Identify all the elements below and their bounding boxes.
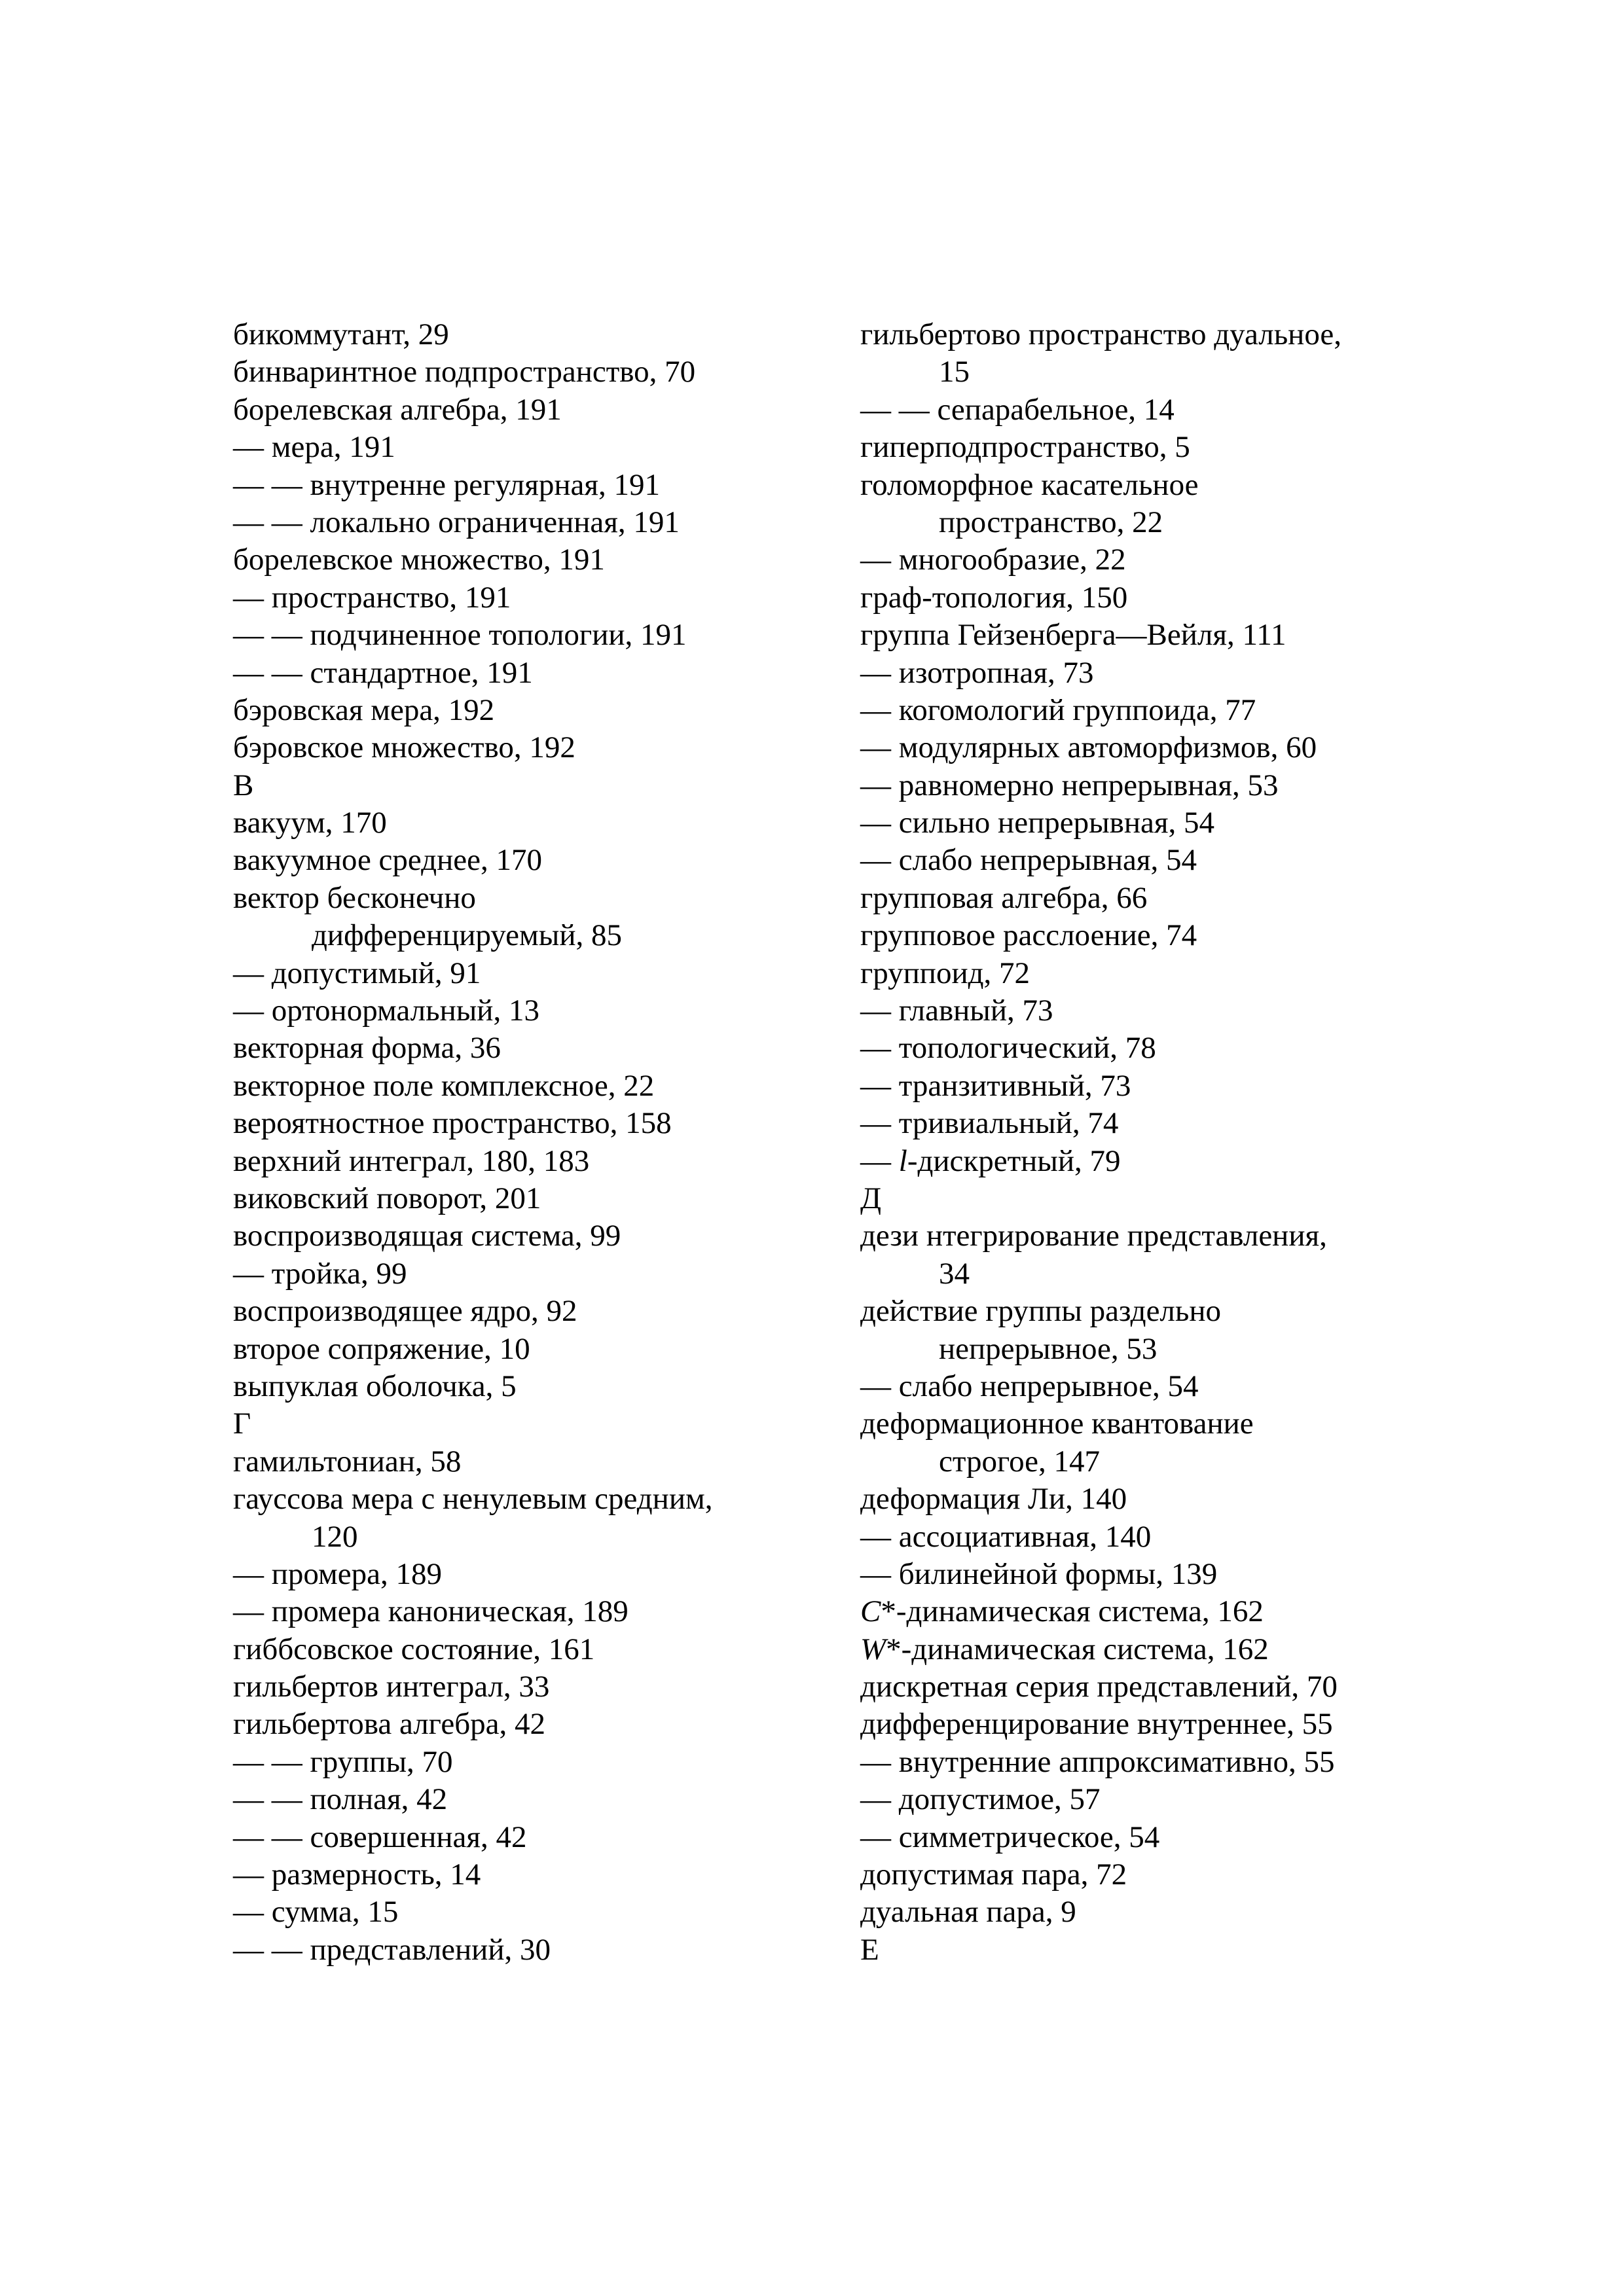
index-entry: групповая алгебра, 66 <box>860 880 1148 915</box>
index-entry: векторная форма, 36 <box>233 1031 501 1066</box>
index-entry: — изотропная, 73 <box>860 655 1094 690</box>
index-entry: вакуумное среднее, 170 <box>233 843 542 878</box>
index-entry: бэровское множество, 192 <box>233 730 575 765</box>
index-entry: — — подчиненное топологии, 191 <box>233 618 687 653</box>
index-entry: — промера каноническая, 189 <box>233 1594 629 1629</box>
index-entry: — модулярных автоморфизмов, 60 <box>860 730 1317 765</box>
index-entry: W*-динамическая система, 162 <box>860 1632 1269 1666</box>
index-entry: — симметрическое, 54 <box>860 1820 1160 1854</box>
index-entry: виковский поворот, 201 <box>233 1181 541 1215</box>
index-entry: C*-динамическая система, 162 <box>860 1594 1264 1629</box>
index-entry: — слабо непрерывное, 54 <box>860 1369 1199 1403</box>
index-entry: — многообразие, 22 <box>860 543 1126 577</box>
index-entry: голоморфное касательное <box>860 467 1199 502</box>
index-entry: деформация Ли, 140 <box>860 1482 1127 1516</box>
index-entry: — сумма, 15 <box>233 1895 399 1929</box>
index-entry: 15 <box>939 355 970 389</box>
index-entry: гильбертов интеграл, 33 <box>233 1670 550 1704</box>
index-entry: группоид, 72 <box>860 956 1030 990</box>
index-entry: Г <box>233 1407 251 1441</box>
index-entry: бинваринтное подпространство, 70 <box>233 355 696 389</box>
index-entry: — мера, 191 <box>233 430 395 465</box>
index-entry: В <box>233 768 254 802</box>
index-entry: — пространство, 191 <box>233 580 511 615</box>
index-entry: непрерывное, 53 <box>939 1331 1158 1366</box>
index-entry: гиббсовское состояние, 161 <box>233 1632 595 1666</box>
index-entry: 34 <box>939 1256 970 1291</box>
index-entry: — размерность, 14 <box>233 1857 481 1892</box>
index-entry: допустимая пара, 72 <box>860 1857 1127 1892</box>
index-entry: выпуклая оболочка, 5 <box>233 1369 517 1403</box>
index-entry: борелевское множество, 191 <box>233 543 605 577</box>
index-entry: — внутренние аппроксимативно, 55 <box>860 1744 1335 1779</box>
index-entry: групповое расслоение, 74 <box>860 918 1197 953</box>
index-column-left <box>233 316 822 1969</box>
index-entry: верхний интеграл, 180, 183 <box>233 1143 590 1178</box>
index-entry: Д <box>860 1181 882 1215</box>
index-entry: — — группы, 70 <box>233 1744 453 1779</box>
index-entry: гамильтониан, 58 <box>233 1444 462 1479</box>
index-entry: вектор бесконечно <box>233 880 476 915</box>
index-entry: второе сопряжение, 10 <box>233 1331 530 1366</box>
index-entry: дифференцируемый, 85 <box>312 918 622 953</box>
index-entry: пространство, 22 <box>939 505 1163 539</box>
index-entry: дискретная серия представлений, 70 <box>860 1670 1338 1704</box>
index-entry: — сильно непрерывная, 54 <box>860 806 1214 840</box>
index-entry: вакуум, 170 <box>233 806 387 840</box>
index-entry: бикоммутант, 29 <box>233 317 449 351</box>
index-entry: воспроизводящая система, 99 <box>233 1219 621 1253</box>
index-entry: — равномерно непрерывная, 53 <box>860 768 1279 802</box>
index-entry: воспроизводящее ядро, 92 <box>233 1294 577 1329</box>
index-entry: — допустимый, 91 <box>233 956 481 990</box>
index-entry: — ассоциативная, 140 <box>860 1519 1152 1554</box>
index-entry: борелевская алгебра, 191 <box>233 392 562 427</box>
index-entry: гауссова мера с ненулевым средним, <box>233 1482 713 1516</box>
index-entry: — — сепарабельное, 14 <box>860 392 1175 427</box>
index-entry: — допустимое, 57 <box>860 1782 1101 1817</box>
index-entry: гильбертово пространство дуальное, <box>860 317 1342 351</box>
index-entry: действие группы раздельно <box>860 1294 1221 1329</box>
index-entry: вероятностное пространство, 158 <box>233 1106 672 1141</box>
index-entry: — главный, 73 <box>860 994 1053 1028</box>
index-entry: векторное поле комплексное, 22 <box>233 1068 655 1103</box>
index-entry: — — внутренне регулярная, 191 <box>233 467 661 502</box>
index-entry: дуальная пара, 9 <box>860 1895 1076 1929</box>
index-entry: — ортонормальный, 13 <box>233 994 539 1028</box>
index-entry: 120 <box>312 1519 358 1554</box>
index-entry: — промера, 189 <box>233 1556 442 1591</box>
index-entry: — — локально ограниченная, 191 <box>233 505 680 539</box>
index-entry: дези нтегрирование представления, <box>860 1219 1327 1253</box>
index-entry: строгое, 147 <box>939 1444 1101 1479</box>
index-entry: — тройка, 99 <box>233 1256 407 1291</box>
index-entry: группа Гейзенберга—Вейля, 111 <box>860 618 1286 653</box>
index-entry: — — полная, 42 <box>233 1782 448 1817</box>
index-entry: деформационное квантование <box>860 1407 1254 1441</box>
index-entry: — — стандартное, 191 <box>233 655 533 690</box>
index-entry: дифференцирование внутреннее, 55 <box>860 1707 1333 1742</box>
index-entry: — когомологий группоида, 77 <box>860 692 1256 727</box>
index-entry: гиперподпространство, 5 <box>860 430 1190 465</box>
index-column-right <box>860 316 1450 1969</box>
index-entry: — l-дискретный, 79 <box>860 1143 1121 1178</box>
index-entry: — слабо непрерывная, 54 <box>860 843 1197 878</box>
index-entry: граф-топология, 150 <box>860 580 1128 615</box>
index-entry: — тривиальный, 74 <box>860 1106 1119 1141</box>
index-entry: — топологический, 78 <box>860 1031 1156 1066</box>
index-entry: — транзитивный, 73 <box>860 1068 1131 1103</box>
index-entry: — — совершенная, 42 <box>233 1820 527 1854</box>
index-entry: гильбертова алгебра, 42 <box>233 1707 545 1742</box>
index-entry: — — представлений, 30 <box>233 1932 551 1967</box>
index-entry: бэровская мера, 192 <box>233 692 495 727</box>
index-entry: Е <box>860 1932 879 1967</box>
index-entry: — билинейной формы, 139 <box>860 1556 1218 1591</box>
